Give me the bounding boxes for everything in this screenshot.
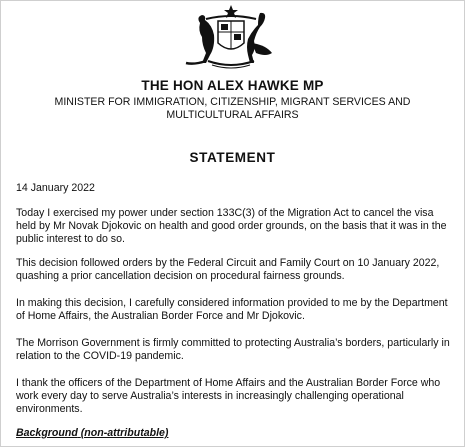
minister-role: MINISTER FOR IMMIGRATION, CITIZENSHIP, MIGRANT SERVICES AND MULTICULTURAL AFFAIRS	[54, 96, 411, 121]
paragraph-1: Today I exercised my power under section 133C(3) of the Migration Act to cancel the visa held by Mr Novak Djokovic on health and good order grounds, on the basis that it was in the public interest to do so.	[16, 207, 447, 245]
paragraph-4: The Morrison Government is firmly committed to protecting Australia’s borders, particularly in relation to the COVID-19 pandemic.	[16, 337, 450, 362]
background-note: (non-attributable)	[80, 427, 169, 439]
paragraph-3: In making this decision, I carefully considered information provided to me by the Department of Home Affairs, the Australian Border Force and Mr Djokovic.	[16, 297, 448, 322]
statement-heading: STATEMENT	[189, 150, 276, 165]
background-label: Background	[16, 427, 78, 439]
australian-coat-of-arms-icon	[176, 3, 286, 71]
paragraph-2: This decision followed orders by the Federal Circuit and Family Court on 10 January 2022, quashing a prior cancellation decision on procedural fairness grounds.	[16, 257, 440, 282]
paragraph-5: I thank the officers of the Department of Home Affairs and the Australian Border Force who work every day to serve Australia’s interests in increasingly challenging operational environments.	[16, 377, 441, 415]
statement-date: 14 January 2022	[16, 182, 95, 194]
background-heading	[16, 427, 168, 439]
minister-name: THE HON ALEX HAWKE MP	[141, 78, 324, 93]
